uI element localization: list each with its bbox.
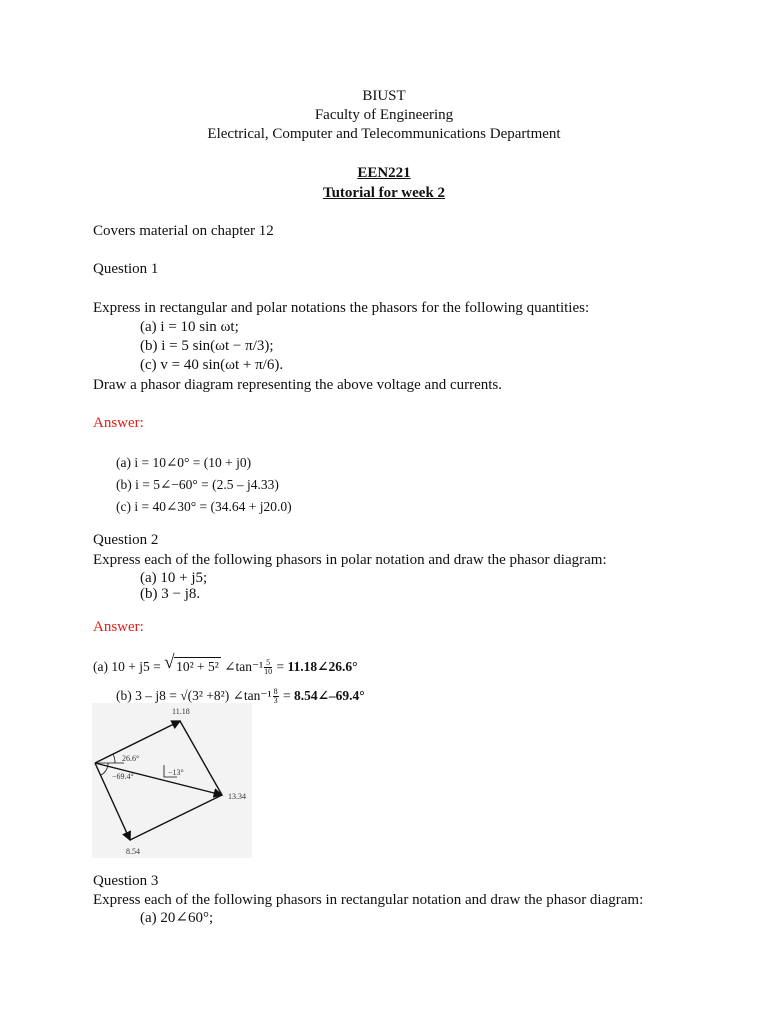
answer-a-radicand: 10² + 5²	[176, 659, 219, 674]
answer-b-fraction-numerator: 8	[273, 687, 278, 697]
question-3-prompt: Express each of the following phasors in rectangular notation and draw the phasor diagram:	[93, 892, 644, 908]
tutorial-title-line	[0, 184, 768, 202]
answer-a-fraction-numerator: 5	[266, 658, 271, 668]
question-1-answer-c: (c) i = 40∠30° = (34.64 + j20.0)	[116, 499, 292, 514]
question-1-closing: Draw a phasor diagram representing the above voltage and currents.	[93, 377, 503, 393]
question-2-prompt: Express each of the following phasors in polar notation and draw the phasor diagram:	[93, 552, 607, 568]
answer-a-equals: =	[276, 659, 285, 674]
square-root-sign: √	[164, 652, 175, 673]
question-1-item-a: (a) i = 10 sin ωt;	[140, 319, 239, 335]
answer-a-angle: ∠tan⁻¹	[224, 659, 264, 674]
question-2-item-b: (b) 3 − j8.	[140, 586, 201, 602]
answer-a-result: 11.18∠26.6°	[287, 659, 358, 674]
faculty-name: Faculty of Engineering	[314, 107, 454, 123]
label-angle-26-6: 26.6°	[122, 754, 140, 763]
question-2-answer-label: Answer:	[93, 619, 144, 635]
question-3-title: Question 3	[93, 873, 159, 889]
question-1-item-b: (b) i = 5 sin(ωt − π/3);	[140, 338, 274, 354]
course-code: EEN221	[357, 165, 411, 181]
phasor-diagram	[92, 703, 252, 858]
question-1-prompt: Express in rectangular and polar notations the phasors for the following quantities:	[93, 300, 590, 316]
question-1-answer-a: (a) i = 10∠0° = (10 + j0)	[116, 455, 252, 470]
question-1-item-c: (c) v = 40 sin(ωt + π/6).	[140, 357, 284, 373]
department-name: Electrical, Computer and Telecommunications Department	[207, 126, 561, 142]
label-angle-minus-13: −13°	[168, 768, 184, 777]
answer-b-angle: ∠tan⁻¹	[232, 688, 272, 703]
label-8-54: 8.54	[126, 847, 140, 856]
question-1-answer-b: (b) i = 5∠−60° = (2.5 – j4.33)	[116, 477, 279, 492]
answer-b-radical: √(3² +8²)	[180, 688, 230, 703]
tutorial-title: Tutorial for week 2	[322, 185, 446, 201]
square-root-expression	[164, 652, 221, 676]
question-2-answer-a	[93, 652, 358, 677]
answer-b-lhs: (b) 3 – j8 =	[116, 688, 177, 703]
answer-a-fraction-denominator: 10	[264, 667, 273, 677]
question-1-title: Question 1	[93, 261, 159, 277]
question-1-answer-label: Answer:	[93, 415, 144, 431]
question-2-title: Question 2	[93, 532, 159, 548]
answer-b-result: 8.54∠–69.4°	[293, 688, 365, 703]
answer-b-fraction	[273, 688, 279, 705]
answer-a-fraction	[264, 659, 272, 676]
answer-b-fraction-denominator: 3	[273, 696, 278, 706]
answer-a-lhs: (a) 10 + j5 =	[93, 659, 161, 674]
institution-name: BIUST	[362, 88, 406, 104]
answer-b-equals: =	[282, 688, 291, 703]
course-code-line	[0, 164, 768, 182]
label-angle-minus-69-4: −69.4°	[112, 772, 134, 781]
question-3-item-a: (a) 20∠60°;	[140, 910, 214, 926]
intro-text: Covers material on chapter 12	[93, 223, 274, 239]
label-11-18: 11.18	[172, 707, 190, 716]
question-2-item-a: (a) 10 + j5;	[140, 570, 208, 586]
label-13-34: 13.34	[228, 792, 246, 801]
